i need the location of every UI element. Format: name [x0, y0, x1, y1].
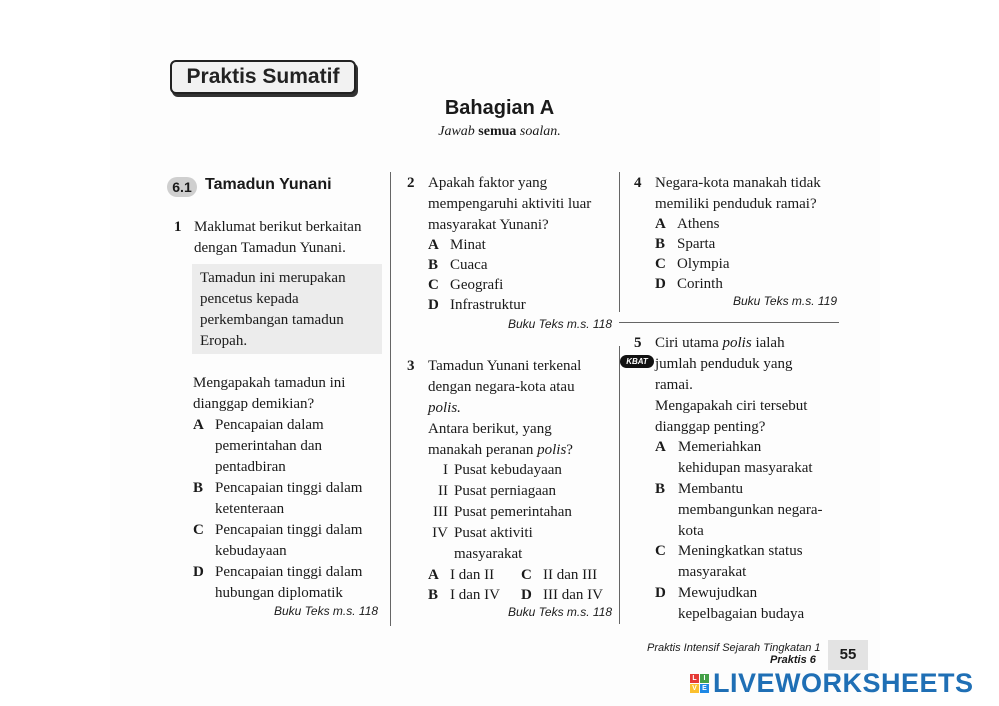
q4-stem-line1: Negara-kota manakah tidak: [655, 175, 821, 191]
q1-option-d-line2[interactable]: hubungan diplomatik: [215, 585, 343, 601]
instruction-post: soalan.: [519, 124, 561, 139]
q5-stem-line1-post: ialah: [755, 335, 785, 351]
topic-code-chip: 6.1: [167, 177, 197, 197]
q2-stem-line1: Apakah faktor yang: [428, 175, 548, 191]
instruction: [0, 124, 999, 140]
q3-option-a[interactable]: I dan II: [450, 567, 495, 583]
q1-option-c-line1[interactable]: Pencapaian tinggi dalam: [215, 522, 363, 538]
q3-item-ii-roman: II: [438, 483, 448, 499]
q3-number: 3: [407, 358, 415, 374]
q1-option-b-line1[interactable]: Pencapaian tinggi dalam: [215, 480, 363, 496]
q3-item-iv-cont: masyarakat: [454, 546, 523, 562]
q5-stem-line1: [655, 333, 785, 354]
q3-item-i-roman: I: [443, 462, 448, 478]
column-divider-2a: [619, 172, 620, 312]
q1-option-b-line2[interactable]: ketenteraan: [215, 501, 285, 517]
q1-option-c-line2[interactable]: kebudayaan: [215, 543, 287, 559]
q5-stem-line2: jumlah penduduk yang: [655, 356, 793, 372]
q1-option-a-label[interactable]: A: [193, 417, 204, 433]
q4-option-d[interactable]: Corinth: [677, 276, 723, 292]
section-title: Bahagian A: [444, 97, 555, 119]
q4-stem-line2: memiliki penduduk ramai?: [655, 196, 817, 212]
q3-option-c[interactable]: II dan III: [543, 567, 598, 583]
q5-option-c-line2[interactable]: masyarakat: [678, 564, 747, 580]
footer-book-title: Praktis Intensif Sejarah Tingkatan 1: [647, 642, 821, 654]
page-number: 55: [828, 640, 868, 670]
q2-option-b-label[interactable]: B: [428, 257, 439, 273]
q4-option-c[interactable]: Olympia: [677, 256, 730, 272]
q3-option-d-label[interactable]: D: [521, 587, 532, 603]
q3-option-b[interactable]: I dan IV: [450, 587, 500, 603]
q4-reference: Buku Teks m.s. 119: [733, 294, 838, 308]
q1-option-d-line1[interactable]: Pencapaian tinggi dalam: [215, 564, 363, 580]
q5-stem-line3: ramai.: [655, 377, 693, 393]
q2-stem-line3: masyarakat Yunani?: [428, 217, 549, 233]
q2-option-c[interactable]: Geografi: [450, 277, 504, 293]
q2-option-a-label[interactable]: A: [428, 237, 439, 253]
q2-option-c-label[interactable]: C: [428, 277, 439, 293]
q5-option-b-label[interactable]: B: [655, 481, 666, 497]
q5-option-b-line2[interactable]: membangunkan negara-: [678, 502, 823, 518]
q3-stem-line4: Antara berikut, yang: [428, 421, 552, 437]
q5-number: 5: [634, 335, 642, 351]
q3-item-i: Pusat kebudayaan: [454, 462, 562, 478]
q3-item-iv-roman: IV: [432, 525, 448, 541]
q5-option-c-line1[interactable]: Meningkatkan status: [678, 543, 803, 559]
column-divider-2b: [619, 346, 620, 624]
q5-option-d-line1[interactable]: Mewujudkan: [678, 585, 758, 601]
q3-stem-polis: polis.: [428, 400, 461, 416]
q1-question-line2: dianggap demikian?: [193, 396, 315, 412]
q1-stem-line1: Maklumat berikut berkaitan: [194, 219, 362, 235]
q2-reference: Buku Teks m.s. 118: [508, 317, 613, 331]
liveworksheets-brand[interactable]: [690, 668, 974, 699]
q1-number: 1: [174, 219, 182, 235]
q3-stem-line5: [428, 440, 573, 461]
q5-option-b-line3[interactable]: kota: [678, 523, 704, 539]
liveworksheets-logo-icon: [690, 674, 709, 693]
q2-option-b[interactable]: Cuaca: [450, 257, 488, 273]
q3-item-iv: Pusat aktiviti: [454, 525, 533, 541]
q1-option-a-line1[interactable]: Pencapaian dalam: [215, 417, 324, 433]
q4-option-a-label[interactable]: A: [655, 216, 666, 232]
q1-option-b-label[interactable]: B: [193, 480, 204, 496]
q5-option-a-line1[interactable]: Memeriahkan: [678, 439, 762, 455]
q2-stem-line2: mempengaruhi aktiviti luar: [428, 196, 592, 212]
q1-question-line1: Mengapakah tamadun ini: [193, 375, 346, 391]
q5-option-a-line2[interactable]: kehidupan masyarakat: [678, 460, 813, 476]
q5-stem-line1-italic: polis: [722, 335, 752, 351]
q1-option-d-label[interactable]: D: [193, 564, 204, 580]
q4-option-d-label[interactable]: D: [655, 276, 666, 292]
q3-stem-line5-italic: polis: [537, 442, 567, 458]
q5-stem-line4: Mengapakah ciri tersebut: [655, 398, 808, 414]
badge-label: Praktis Sumatif: [186, 65, 340, 88]
q1-option-a-line2[interactable]: pemerintahan dan: [215, 438, 323, 454]
instruction-bold: semua: [478, 124, 517, 139]
q4-option-b-label[interactable]: B: [655, 236, 666, 252]
q5-option-b-line1[interactable]: Membantu: [678, 481, 743, 497]
q5-option-d-label[interactable]: D: [655, 585, 666, 601]
praktis-sumatif-badge: [170, 60, 356, 94]
q2-option-d[interactable]: Infrastruktur: [450, 297, 526, 313]
q1-passage-line4: Eropah.: [200, 333, 248, 349]
q3-stem-line5-pre: manakah peranan: [428, 442, 534, 458]
q3-stem-line2: dengan negara-kota atau: [428, 379, 575, 395]
q2-number: 2: [407, 175, 415, 191]
q3-option-c-label[interactable]: C: [521, 567, 532, 583]
q3-option-a-label[interactable]: A: [428, 567, 439, 583]
q5-stem-line5: dianggap penting?: [655, 419, 766, 435]
logo-cell-i: I: [700, 674, 709, 683]
logo-cell-v: V: [690, 684, 699, 693]
q2-option-a[interactable]: Minat: [450, 237, 486, 253]
q3-option-b-label[interactable]: B: [428, 587, 439, 603]
logo-cell-l: L: [690, 674, 699, 683]
q3-option-d[interactable]: III dan IV: [543, 587, 603, 603]
q1-option-a-line3[interactable]: pentadbiran: [215, 459, 286, 475]
q1-option-c-label[interactable]: C: [193, 522, 204, 538]
q1-passage-line1: Tamadun ini merupakan: [200, 270, 346, 286]
q5-option-c-label[interactable]: C: [655, 543, 666, 559]
instruction-pre: Jawab: [438, 124, 475, 139]
q1-passage-line2: pencetus kepada: [200, 291, 299, 307]
footer-praktis: Praktis 6: [770, 654, 816, 666]
q4-option-b[interactable]: Sparta: [677, 236, 716, 252]
q4-option-a[interactable]: Athens: [677, 216, 720, 232]
q4-q5-separator: [619, 322, 839, 323]
logo-cell-e: E: [700, 684, 709, 693]
q3-reference: Buku Teks m.s. 118: [508, 605, 613, 619]
q1-stem-line2: dengan Tamadun Yunani.: [194, 240, 346, 256]
q5-option-d-line2[interactable]: kepelbagaian budaya: [678, 606, 805, 622]
q1-reference: Buku Teks m.s. 118: [274, 604, 379, 618]
q5-stem-line1-pre: Ciri utama: [655, 335, 719, 351]
q5-option-a-label[interactable]: A: [655, 439, 666, 455]
q2-option-d-label[interactable]: D: [428, 297, 439, 313]
liveworksheets-wordmark: LIVEWORKSHEETS: [713, 668, 974, 698]
q1-passage-line3: perkembangan tamadun: [200, 312, 344, 328]
topic-title: Tamadun Yunani: [205, 176, 332, 193]
q4-option-c-label[interactable]: C: [655, 256, 666, 272]
q4-number: 4: [634, 175, 642, 191]
q3-item-iii-roman: III: [433, 504, 448, 520]
q3-item-ii: Pusat perniagaan: [454, 483, 557, 499]
column-divider-1: [390, 172, 391, 626]
q3-stem-line1: Tamadun Yunani terkenal: [428, 358, 582, 374]
q3-item-iii: Pusat pemerintahan: [454, 504, 572, 520]
q3-stem-line5-post: ?: [566, 442, 573, 458]
kbat-badge: KBAT: [620, 355, 654, 368]
